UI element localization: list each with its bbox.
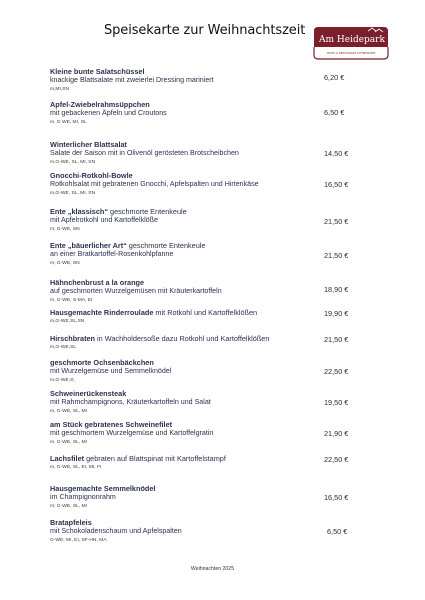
menu-item [50,241,370,267]
dish-name-line [50,334,370,343]
dish-description: mit Rahmchampignons, Kräuterkartoffeln und Salat [50,398,211,406]
dish-price: 21,50 € [324,335,349,344]
menu-item [50,389,370,415]
dish-name: Ente „bäuerlicher Art“ [50,241,127,250]
dish-name: Hähnchenbrust a la orange [50,278,145,287]
dish-name: geschmorte Ochsenbäckchen [50,358,154,367]
dish-price: 18,90 € [324,285,349,294]
menu-item [50,140,370,166]
menu-item [50,358,370,384]
dish-name-line [50,241,370,250]
dish-name-line [50,358,370,367]
dish-price: 6,20 € [324,73,345,82]
dish-name-line [50,454,370,463]
dish-description: mit gebackenen Äpfeln und Croutons [50,109,167,117]
allergen-codes: m,G-WE,SL [50,345,77,350]
dish-description: mit Schokoladenschaum und Apfelspalten [50,527,182,535]
allergen-codes: G-WE; MI, EI, SF-HN, MA [50,537,107,543]
dish-price: 21,90 € [324,429,349,438]
menu-item [50,278,370,304]
dish-description: mit Apfelrotkohl und Kartoffelklöße [50,216,158,224]
dish-name: Winterlicher Blattsalat [50,140,127,149]
allergen-codes: m,G-WE, SL, MI, SN [50,159,96,165]
dish-name-cont: geschmorte Entenkeule [108,207,187,216]
menu-item [50,100,370,126]
dish-name: Apfel-Zwiebelrahmsüppchen [50,100,150,109]
dish-price: 14,50 € [324,149,349,158]
dish-name-line [50,67,370,76]
dish-name-line [50,420,370,429]
dish-name-cont: mit Rotkohl und Kartoffelklößen [153,308,258,317]
menu-item [50,171,370,197]
menu-item [50,67,370,93]
allergen-codes: m,MI,SN [50,86,70,92]
dish-name-line [50,278,370,287]
dish-name: Lachsfilet [50,454,85,463]
menu-item [50,484,370,510]
footer-text: Weihnachten 2025 [190,566,235,572]
dish-description: im Champignonrahm [50,493,116,501]
dish-description: an einer Bratkartoffel-Rosenkohlpfanne [50,250,174,258]
dish-price: 16,50 € [324,493,349,502]
dish-price: 22,50 € [324,367,349,376]
menu-item [50,454,370,471]
svg-text:HOTEL & RESTAURANT DITTERSDORF: HOTEL & RESTAURANT DITTERSDORF [326,52,376,55]
allergen-codes: m,G-WE,SL,SN [50,319,85,324]
allergen-codes: m, G-WE, S-MA, EI [50,297,93,303]
dish-description: Rotkohlsalat mit gebratenen Gnocchi, Apfelspalten und Hirtenkäse [50,180,259,188]
dish-name: Bratapfeleis [50,518,92,527]
dish-name-line [50,140,370,149]
dish-description: knackige Blattsalate mit zweierlei Dressing mariniert [50,76,214,84]
allergen-codes: m; G-WE, SN [50,260,80,266]
menu-item [50,334,370,351]
dish-name: Hausgemachte Rinderroulade [50,308,154,317]
dish-name: Gnocchi-Rotkohl-Bowle [50,171,133,180]
dish-description: auf geschmorten Wurzelgemüsen mit Kräuterkartoffeln [50,287,222,295]
allergen-codes: m, G-WE, SL, MI [50,408,87,414]
dish-name-line [50,207,370,216]
dish-name: Hausgemachte Semmelknödel [50,484,156,493]
dish-price: 19,50 € [324,398,349,407]
menu-item [50,308,370,325]
am-heidepark-logo [312,25,390,61]
dish-name-line [50,100,370,109]
menu-item [50,207,370,233]
dish-name-line [50,389,370,398]
dish-name: Schweinerückensteak [50,389,127,398]
dish-description: Salate der Saison mit in Olivenöl gerösteten Brotscheibchen [50,149,239,157]
dish-price: 16,50 € [324,180,349,189]
dish-price: 21,50 € [324,251,349,260]
dish-name: Hirschbraten [50,334,96,343]
dish-price: 19,90 € [324,309,349,318]
menu-item [50,420,370,446]
dish-name: Ente „klassisch“ [50,207,108,216]
dish-description: mit Wurzelgemüse und Semmelknödel [50,367,172,375]
dish-price: 6,50 € [324,108,345,117]
dish-name: Kleine bunte Salatschüssel [50,67,145,76]
dish-name-line [50,484,370,493]
dish-price: 22,50 € [324,455,349,464]
allergen-codes: m, G-WE, SL, MI [50,439,87,445]
dish-name: am Stück gebratenes Schweinefilet [50,420,173,429]
dish-name-line [50,518,370,527]
allergen-codes: m; G-WE, SN [50,226,80,232]
page-title: Speisekarte zur Weihnachtszeit [104,23,306,38]
dish-name-line [50,308,370,317]
allergen-codes: m, G-WE, SL, EI, MI, FI [50,465,102,470]
dish-name-cont: gebraten auf Blattspinat mit Kartoffelstampf [84,454,226,463]
dish-price: 21,50 € [324,217,349,226]
dish-price: 6,50 € [327,527,348,536]
menu-item [50,518,370,544]
allergen-codes: m; G-WE, SL, MI [50,503,87,509]
allergen-codes: m,G-WE, SL, MI, SN [50,190,96,196]
svg-text:Am Heidepark: Am Heidepark [319,35,385,45]
dish-description: mit geschmortem Wurzelgemüse und Kartoffelgratin [50,429,214,437]
allergen-codes: m, G WE, MI, SL [50,119,87,125]
dish-name-line [50,171,370,180]
dish-name-cont: in Wachholdersoße dazu Rotkohl und Kartoffelklößen [95,334,270,343]
allergen-codes: m,G-WE,S; [50,377,75,383]
dish-name-cont: geschmorte Entenkeule [126,241,206,250]
